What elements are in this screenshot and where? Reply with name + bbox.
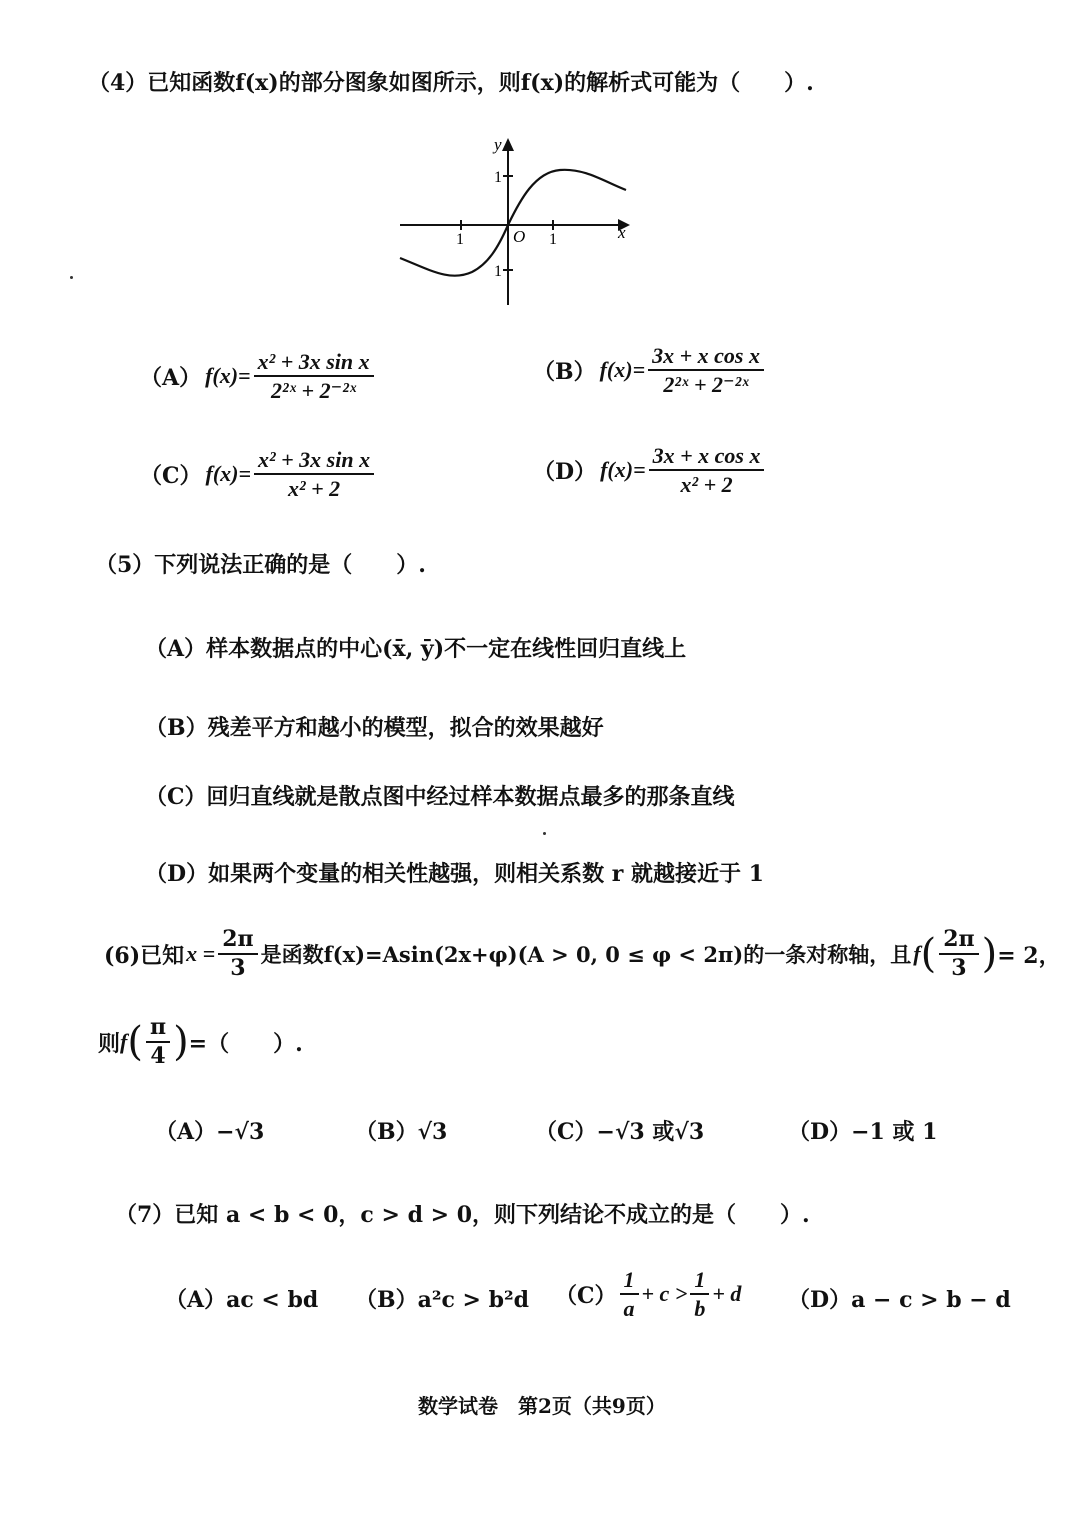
q7-option-d: （D）a − c > b − d xyxy=(788,1287,1011,1313)
origin-label: O xyxy=(513,227,526,246)
q6-option-d: （D）−1 或 1 xyxy=(788,1119,938,1145)
q6-stem: (6)已知 x = $\frac{2\pi}{3}$ 是函数f(x)=Asin(2x+φ)(A > 0, 0 ≤ φ < 2π)的一条对称轴，且 f ( $\frac{2\pi}{3}$ ) = 2， xyxy=(104,926,1061,982)
q7-option-c: （C） $\frac{1}{a}$ + c > $\frac{1}{b}$ + d xyxy=(555,1267,742,1322)
q5-option-b: （B）残差平方和越小的模型，拟合的效果越好 xyxy=(145,715,604,741)
q7-option-b: （B）a²c > b²d xyxy=(355,1287,530,1313)
q5-option-c: （C）回归直线就是散点图中经过样本数据点最多的那条直线 xyxy=(145,784,735,810)
y-label: y xyxy=(494,135,502,154)
x-tick-right: 1 xyxy=(549,231,557,248)
q5-option-d: （D）如果两个变量的相关性越强，则相关系数 r 就越接近于 1 xyxy=(145,861,764,887)
y-tick-bottom: 1 xyxy=(494,263,502,280)
q5-option-a: （A）样本数据点的中心(x̄, ȳ)不一定在线性回归直线上 xyxy=(145,636,687,662)
page-footer: 数学试卷 第2页（共9页） xyxy=(418,1394,666,1418)
q7-option-a: （A）ac < bd xyxy=(165,1287,319,1313)
q5-stem: （5）下列说法正确的是（ ）. xyxy=(95,552,426,578)
q4-graph xyxy=(390,130,640,310)
y-axis-arrow-icon xyxy=(502,138,514,151)
x-tick-left: 1 xyxy=(456,231,464,248)
q6-line2: 则 f ( $\frac{\pi}{4}$ ) =（ ）. xyxy=(98,1014,303,1070)
q4-option-b: （B） f(x)= $\frac{\text{3x + x cos x}}{\text{2²ˣ + 2⁻²ˣ}}$ xyxy=(533,344,767,396)
q4-option-d: （D） f(x)= $\frac{\text{3x + x cos x}}{\text{x² + 2}}$ xyxy=(533,444,767,496)
q7-stem: （7）已知 a < b < 0，c > d > 0，则下列结论不成立的是（ ）. xyxy=(115,1202,810,1228)
x-label: x xyxy=(618,223,626,242)
q4-option-a: （A） f(x)= $\frac{\text{x² + 3x sin x}}{\text{2²ˣ + 2⁻²ˣ}}$ xyxy=(140,350,377,402)
q4-stem: （4）已知函数f(x)的部分图象如图所示，则f(x)的解析式可能为（ ）. xyxy=(88,70,814,96)
function-curve xyxy=(400,170,626,276)
q6-option-c: （C）−√3 或√3 xyxy=(535,1119,705,1145)
scan-dot xyxy=(70,276,73,279)
q6-option-a: （A）−√3 xyxy=(155,1119,265,1145)
y-tick-top: 1 xyxy=(494,169,502,186)
q6-option-b: （B）√3 xyxy=(355,1119,448,1145)
scan-dot xyxy=(543,832,546,835)
q4-option-c: （C） f(x)= $\frac{\text{x² + 3x sin x}}{\text{x² + 2}}$ xyxy=(140,448,377,500)
